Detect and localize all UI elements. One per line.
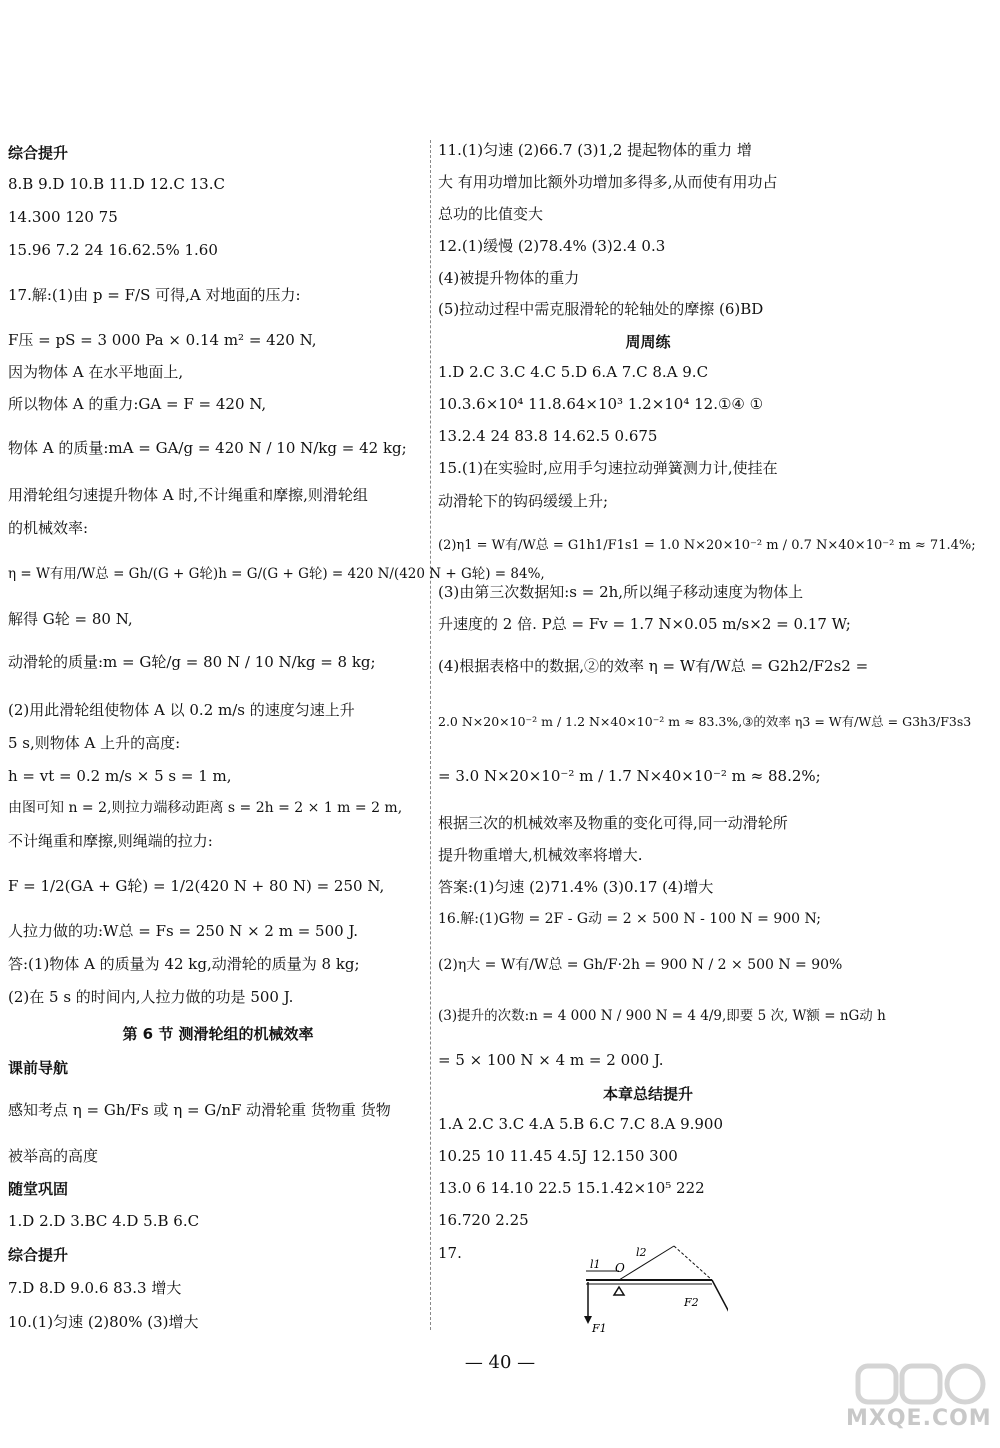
section-title: 周周练 (625, 333, 671, 351)
text-line: (3)提升的次数:n = 4 000 N / 900 N = 4 4/9,即要 5 次, W额 = nG动 h (438, 1008, 886, 1024)
text-line: (2)用此滑轮组使物体 A 以 0.2 m/s 的速度匀速上升 (8, 701, 355, 719)
label-o: O (615, 1261, 625, 1275)
watermark-icon (840, 1362, 990, 1412)
text-line: F = 1/2(GA + G轮) = 1/2(420 N + 80 N) = 250 N, (8, 877, 385, 895)
column-divider (430, 140, 431, 1330)
text-line: 总功的比值变大 (438, 205, 544, 223)
heading-comprehensive: 综合提升 (8, 144, 69, 162)
text-line: 5 s,则物体 A 上升的高度: (8, 734, 181, 752)
text-line: 动滑轮下的钩码缓缓上升; (438, 492, 609, 510)
label-f1: F1 (592, 1322, 607, 1334)
label-f2: F2 (684, 1296, 699, 1309)
fulcrum-triangle (614, 1287, 624, 1295)
text-line: (4)根据表格中的数据,②的效率 η = W有/W总 = G2h2/F2s2 = (438, 657, 869, 675)
text-line: 根据三次的机械效率及物重的变化可得,同一动滑轮所 (438, 814, 788, 832)
text-line: η = W有用/W总 = Gh/(G + G轮)h = G/(G + G轮) = 420 N/(420 N + G轮) = 84%, (8, 566, 545, 582)
text-line: 15.96 7.2 24 16.62.5% 1.60 (8, 241, 218, 259)
text-line: 升速度的 2 倍. P总 = Fv = 1.7 N×0.05 m/s×2 = 0.17 W; (438, 615, 851, 633)
text-line: 因为物体 A 在水平地面上, (8, 363, 184, 381)
text-line: 13.2.4 24 83.8 14.62.5 0.675 (438, 427, 658, 445)
text-line: 由图可知 n = 2,则拉力端移动距离 s = 2h = 2 × 1 m = 2 m, (8, 800, 403, 816)
text-line: 不计绳重和摩擦,则绳端的拉力: (8, 832, 213, 850)
section-title: 第 6 节 测滑轮组的机械效率 (122, 1025, 314, 1043)
text-line: 用滑轮组匀速提升物体 A 时,不计绳重和摩擦,则滑轮组 (8, 486, 368, 504)
text-line: (2)在 5 s 的时间内,人拉力做的功是 500 J. (8, 988, 294, 1006)
text-line: (4)被提升物体的重力 (438, 269, 580, 287)
page-number: — 40 — (464, 1352, 536, 1373)
text-line: F压 = pS = 3 000 Pa × 0.14 m² = 420 N, (8, 331, 317, 349)
text-line: 17. (438, 1244, 462, 1262)
text-line: 的机械效率: (8, 519, 89, 537)
text-line: (5)拉动过程中需克服滑轮的轮轴处的摩擦 (6)BD (438, 300, 764, 318)
force-f1-arrowhead (584, 1316, 592, 1324)
text-line: 答:(1)物体 A 的质量为 42 kg,动滑轮的质量为 8 kg; (8, 955, 360, 973)
text-line: 感知考点 η = Gh/Fs 或 η = G/nF 动滑轮重 货物重 货物 (8, 1101, 391, 1119)
lever-diagram (578, 1234, 728, 1334)
text-line: (2)η1 = W有/W总 = G1h1/F1s1 = 1.0 N×20×10⁻² m / 0.7 N×40×10⁻² m ≈ 71.4%; (438, 538, 976, 553)
force-f2-arrow (712, 1280, 728, 1312)
section-title: 本章总结提升 (602, 1085, 693, 1103)
label-l2: l2 (636, 1246, 647, 1259)
text-line: 11.(1)匀速 (2)66.7 (3)1,2 提起物体的重力 增 (438, 141, 752, 159)
text-line: 1.D 2.D 3.BC 4.D 5.B 6.C (8, 1212, 200, 1230)
text-line: 大 有用功增加比额外功增加多得多,从而使有用功占 (438, 173, 778, 191)
text-line: 2.0 N×20×10⁻² m / 1.2 N×40×10⁻² m ≈ 83.3%,③的效率 η3 = W有/W总 = G3h3/F3s3 (438, 714, 972, 729)
text-line: 12.(1)缓慢 (2)78.4% (3)2.4 0.3 (438, 237, 666, 255)
text-line: 7.D 8.D 9.0.6 83.3 增大 (8, 1279, 182, 1297)
text-line: 所以物体 A 的重力:GA = F = 420 N, (8, 395, 267, 413)
heading-consolidation: 随堂巩固 (8, 1180, 69, 1198)
text-line: = 5 × 100 N × 4 m = 2 000 J. (438, 1051, 664, 1069)
force-f2-extension (674, 1246, 712, 1280)
text-line: 动滑轮的质量:m = G轮/g = 80 N / 10 N/kg = 8 kg; (8, 653, 376, 671)
heading-preview: 课前导航 (8, 1059, 69, 1077)
text-line: 16.解:(1)G物 = 2F - G动 = 2 × 500 N - 100 N = 900 N; (438, 911, 821, 927)
text-line: 13.0 6 14.10 22.5 15.1.42×10⁵ 222 (438, 1179, 705, 1197)
text-line: 16.720 2.25 (438, 1211, 529, 1229)
text-line: 15.(1)在实验时,应用手匀速拉动弹簧测力计,使挂在 (438, 459, 778, 477)
text-line: (3)由第三次数据知:s = 2h,所以绳子移动速度为物体上 (438, 583, 804, 601)
text-line: 解得 G轮 = 80 N, (8, 610, 133, 628)
text-line: = 3.0 N×20×10⁻² m / 1.7 N×40×10⁻² m ≈ 88.2%; (438, 767, 821, 785)
watermark-logo (840, 1362, 990, 1442)
label-l1: l1 (590, 1258, 601, 1271)
text-line: 17.解:(1)由 p = F/S 可得,A 对地面的压力: (8, 286, 301, 304)
text-line: 1.A 2.C 3.C 4.A 5.B 6.C 7.C 8.A 9.900 (438, 1115, 724, 1133)
text-line: 8.B 9.D 10.B 11.D 12.C 13.C (8, 175, 225, 193)
text-line: 物体 A 的质量:mA = GA/g = 420 N / 10 N/kg = 42 kg; (8, 439, 407, 457)
text-line: 人拉力做的功:W总 = Fs = 250 N × 2 m = 500 J. (8, 922, 359, 940)
text-line: 被举高的高度 (8, 1147, 99, 1165)
text-line: 提升物重增大,机械效率将增大. (438, 846, 643, 864)
heading-comprehensive: 综合提升 (8, 1246, 69, 1264)
text-line: 10.25 10 11.45 4.5J 12.150 300 (438, 1147, 678, 1165)
text-line: (2)η大 = W有/W总 = Gh/F·2h = 900 N / 2 × 500 N = 90% (438, 957, 843, 973)
text-line: 10.3.6×10⁴ 11.8.64×10³ 1.2×10⁴ 12.①④ ① (438, 395, 764, 413)
watermark-text: MXQE.COM (846, 1406, 992, 1431)
text-line: 1.D 2.C 3.C 4.C 5.D 6.A 7.C 8.A 9.C (438, 363, 709, 381)
text-line: h = vt = 0.2 m/s × 5 s = 1 m, (8, 767, 232, 785)
text-line: 14.300 120 75 (8, 208, 118, 226)
text-line: 10.(1)匀速 (2)80% (3)增大 (8, 1313, 199, 1331)
text-line: 答案:(1)匀速 (2)71.4% (3)0.17 (4)增大 (438, 878, 714, 896)
